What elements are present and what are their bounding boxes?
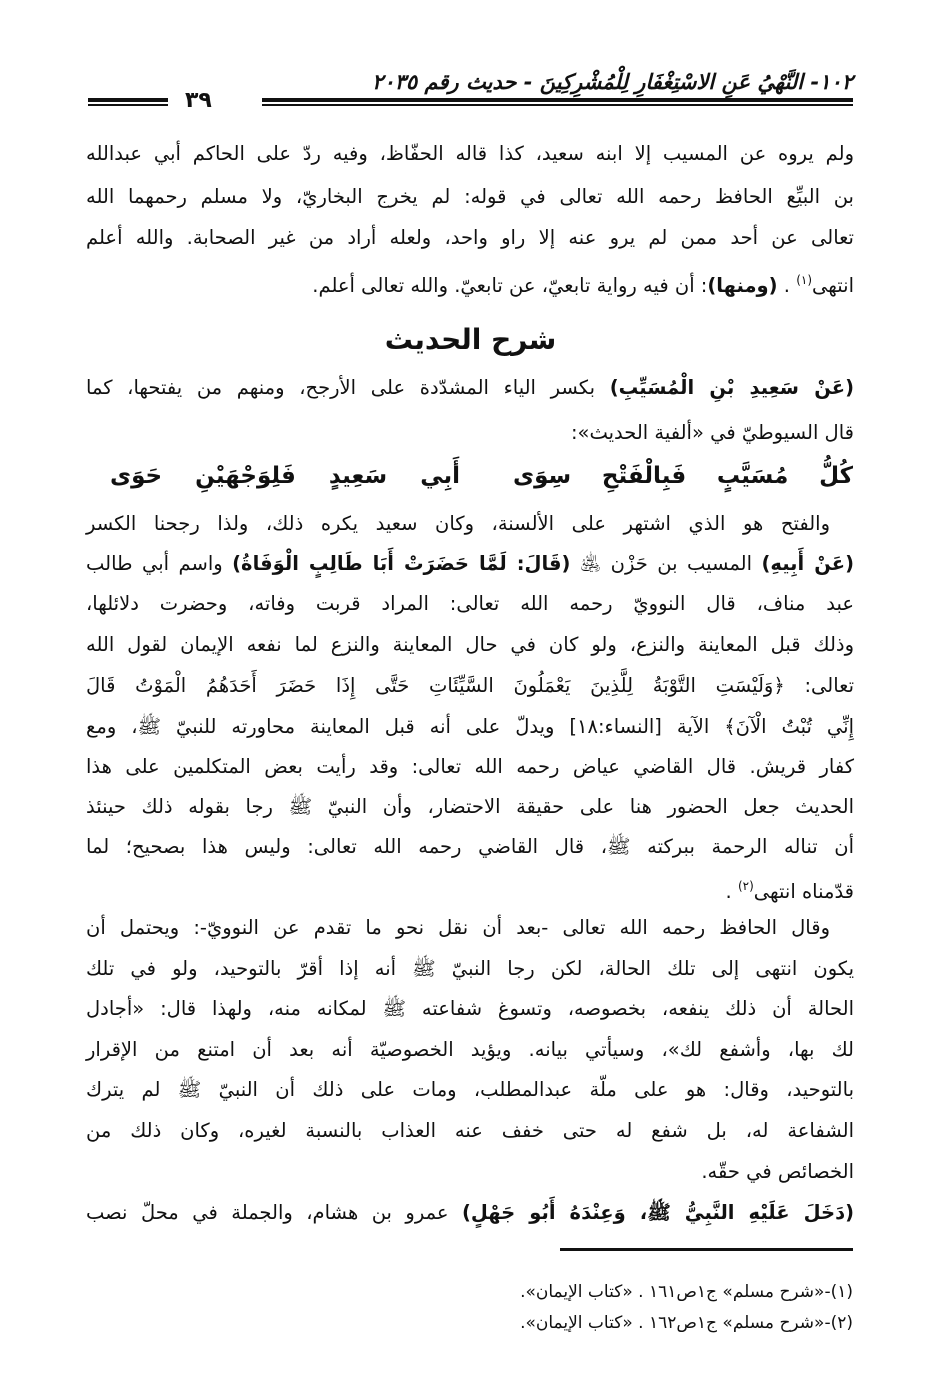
text-segment: المسيب بن حَزْن ﵁ bbox=[570, 552, 762, 575]
text-segment: لك بها، وأشفع لك»، وسيأتي بيانه. ويؤيد الخصوصيّة أنه بعد أن امتنع من الإقرار bbox=[86, 1038, 854, 1061]
page-number-rule bbox=[88, 104, 168, 106]
text-segment: . bbox=[725, 880, 738, 903]
text-segment: ولم يروه عن المسيب إلا ابنه سعيد، كذا قاله الحفّاظ، وفيه ردّ على الحاكم أبي عبدالله bbox=[86, 142, 854, 165]
text-line bbox=[86, 544, 854, 584]
page-number: ٣٩ bbox=[185, 88, 212, 113]
text-segment: الحديث جعل الحضور هنا على حقيقة الاحتضار، وأن النبيّ ﷺ رجا بقوله ذلك حينئذ bbox=[86, 795, 854, 818]
hadith-quote: (ومنها) bbox=[707, 274, 778, 297]
text-line bbox=[86, 787, 854, 827]
text-line bbox=[86, 260, 854, 300]
text-segment: قدّمناه انتهى bbox=[753, 880, 854, 903]
hadith-quote: (قَالَ: لَمَّا حَضَرَتْ أَبَا طَالِبٍ الْوَفَاةُ) bbox=[232, 552, 571, 575]
text-line bbox=[86, 989, 854, 1029]
verse-first-hemistich: كُلُّ مُسَيَّبٍ فَبِالْفَتْحِ سِوَى bbox=[513, 463, 853, 489]
text-line bbox=[86, 134, 854, 174]
text-line bbox=[86, 1030, 854, 1070]
text-segment: : أن فيه رواية تابعيّ، عن تابعيّ. والله تعالى أعلم. bbox=[312, 274, 708, 297]
text-line bbox=[86, 1070, 854, 1110]
text-line bbox=[86, 747, 854, 787]
section-heading: شرح الحديث bbox=[384, 323, 557, 356]
text-segment: الشفاعة له، بل شفع له حتى خفف عنه العذاب بالنسبة لغيره، وكان ذلك من bbox=[86, 1119, 854, 1142]
text-segment: يكون انتهى إلى تلك الحالة، لكن رجا النبيّ ﷺ أنه إذا أقرّ بالتوحيد، ولو في تلك bbox=[86, 957, 854, 980]
footnote-1: (١)-«شرح مسلم» ج١ص١٦١ . «كتاب الإيمان». bbox=[520, 1282, 853, 1302]
text-segment: وذلك قبل المعاينة والنزع، ولو كان في حال المعاينة والنزع لما نفعه الإيمان لقول الله bbox=[86, 633, 854, 656]
chapter-title: ١٠٢- النَّهْيُ عَنِ الاسْتِغْفَارِ لِلْمُشْرِكِينَ - حديث رقم ٢٠٣٥ bbox=[372, 70, 853, 94]
footnote-2: (٢)-«شرح مسلم» ج١ص١٦٢ . «كتاب الإيمان». bbox=[520, 1313, 853, 1333]
text-segment: والفتح هو الذي اشتهر على الألسنة، وكان سعيد يكره ذلك، ولذا رجحنا الكسر bbox=[86, 512, 830, 535]
text-segment: قال السيوطيّ في «ألفية الحديث»: bbox=[570, 421, 854, 444]
text-segment: بكسر الياء المشدّدة على الأرجح، ومنهم من يفتحها، كما bbox=[86, 376, 610, 399]
text-segment: عمرو بن هشام، والجملة في محلّ نصب bbox=[86, 1201, 462, 1224]
text-line bbox=[86, 908, 854, 948]
text-line bbox=[86, 625, 854, 665]
footnote-separator bbox=[560, 1248, 853, 1251]
hadith-quote: (عَنْ سَعِيدِ بْنِ الْمُسَيِّبِ) bbox=[609, 376, 854, 399]
text-line bbox=[86, 177, 854, 217]
verse-second-hemistich: أَبِي سَعِيدٍ فَلِوَجْهَيْنِ حَوَى bbox=[110, 463, 460, 489]
text-segment: الخصائص في حقّه. bbox=[701, 1160, 854, 1183]
text-line bbox=[86, 584, 854, 624]
text-segment: بن البيِّع الحافظ رحمه الله تعالى في قوله: لم يخرج البخاريّ، ولا مسلم رحمهما الله bbox=[86, 185, 854, 208]
text-segment: واسم أبي طالب bbox=[86, 552, 233, 575]
page-number-rule bbox=[88, 98, 168, 102]
text-segment: تعالى عن أحد ممن لم يرو عنه إلا راو واحد، ولعله أراد من غير الصحابة. والله أعلم bbox=[86, 226, 854, 249]
text-line bbox=[86, 368, 854, 408]
text-line bbox=[86, 1152, 854, 1192]
text-segment: إِنِّي تُبْتُ الْآنَ﴾ الآية [النساء:١٨] ويدلّ على أنه قبل المعاينة محاورته للنبيّ ﷺ، ومع bbox=[86, 715, 854, 738]
text-segment: الحالة أن ذلك ينفعه، بخصوصه، وتسوغ شفاعته ﷺ لمكانه منه، ولهذا قال: «أجادل bbox=[86, 997, 854, 1020]
text-segment: وقال الحافظ رحمه الله تعالى -بعد أن نقل نحو ما تقدم عن النوويّ-: ويحتمل أن bbox=[86, 916, 830, 939]
text-line bbox=[86, 949, 854, 989]
text-segment: انتهى bbox=[812, 274, 854, 297]
text-line bbox=[86, 827, 854, 867]
text-line bbox=[86, 218, 854, 258]
text-segment: . bbox=[777, 274, 797, 297]
text-line bbox=[86, 707, 854, 747]
text-line bbox=[86, 413, 854, 453]
header-rule bbox=[262, 104, 853, 106]
text-line bbox=[86, 866, 854, 906]
text-segment: أن تناله الرحمة ببركته ﷺ، قال القاضي رحمه الله تعالى: وليس هذا بصحيح؛ لما bbox=[86, 835, 854, 858]
hadith-quote: (عَنْ أَبِيهِ) bbox=[761, 552, 855, 575]
text-segment: تعالى: ﴿وَلَيْسَتِ التَّوْبَةُ لِلَّذِينَ يَعْمَلُونَ السَّيِّئَاتِ حَتَّى إِذَا حَضَرَ أَحَدَهُمُ الْمَوْتُ قَالَ bbox=[86, 674, 854, 697]
footnote-ref: (١) bbox=[796, 273, 813, 287]
text-line bbox=[86, 1111, 854, 1151]
text-segment: كفار قريش. قال القاضي عياض رحمه الله تعالى: وقد رأيت بعض المتكلمين على هذا bbox=[86, 755, 854, 778]
text-segment: بالتوحيد، وقال: هو على ملّة عبدالمطلب، ومات على ذلك أن النبيّ ﷺ لم يترك bbox=[86, 1078, 854, 1101]
text-line bbox=[86, 504, 854, 544]
text-line bbox=[86, 1193, 854, 1233]
hadith-quote: (دَخَلَ عَلَيْهِ النَّبِيُّ ﷺ، وَعِنْدَهُ أَبُو جَهْلٍ) bbox=[461, 1201, 855, 1224]
text-segment: عبد مناف، قال النوويّ رحمه الله تعالى: المراد قربت وفاته، وحضرت دلائلها، bbox=[86, 592, 854, 615]
header-rule bbox=[262, 98, 853, 102]
footnote-ref: (٢) bbox=[737, 879, 754, 893]
text-line bbox=[86, 666, 854, 706]
